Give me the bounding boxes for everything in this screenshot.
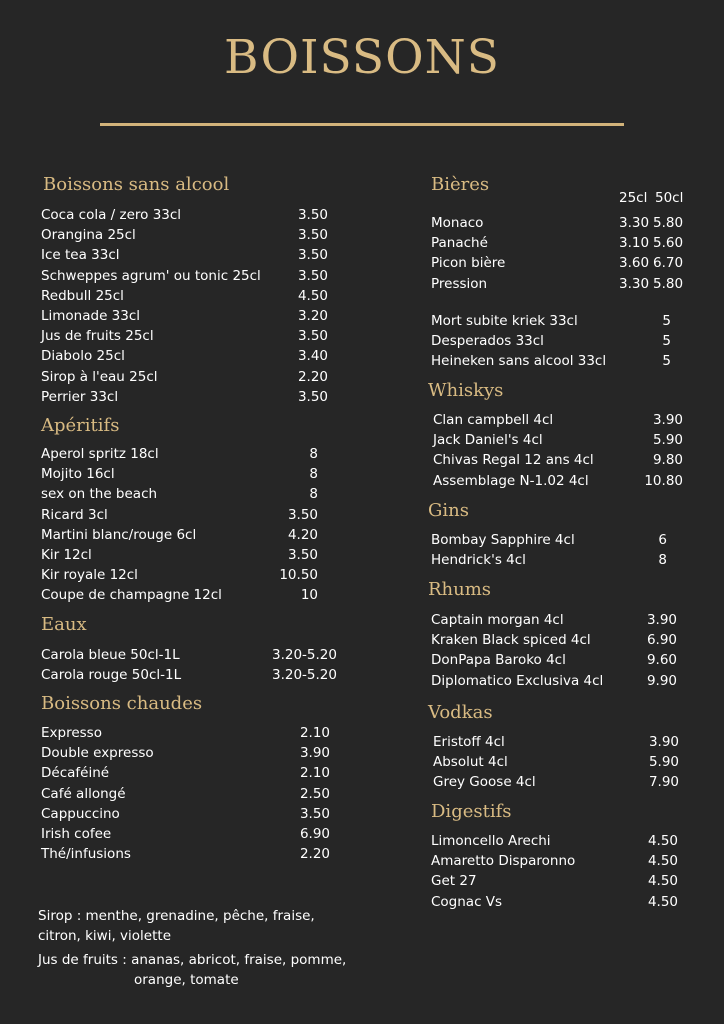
- item-price-50cl: 6.70: [653, 255, 684, 272]
- item-price: 9.90: [646, 672, 677, 689]
- sirop-note: Sirop : menthe, grenadine, pêche, fraise, citron, kiwi, violette: [38, 908, 315, 944]
- section-title-vodkas: Vodkas: [428, 702, 493, 723]
- item-name: Coca cola / zero 33cl: [41, 207, 182, 223]
- item-name: Perrier 33cl: [41, 388, 119, 405]
- item-price: 5.90: [652, 432, 683, 449]
- item-name: Heineken sans alcool 33cl: [431, 353, 607, 370]
- menu-item: [41, 763, 341, 783]
- item-price: 3.50: [297, 227, 328, 244]
- menu-item: [41, 645, 341, 665]
- item-name: Martini blanc/rouge 6cl: [41, 526, 197, 543]
- item-name: Expresso: [41, 725, 102, 741]
- item-price: 2.20: [299, 846, 330, 863]
- item-name: Orangina 25cl: [41, 227, 136, 244]
- item-price: 3.50: [299, 805, 330, 822]
- item-name: Picon bière: [431, 255, 506, 272]
- item-name: Kir 12cl: [41, 546, 92, 563]
- menu-item: [433, 732, 693, 752]
- item-price-25cl: 3.10: [619, 235, 650, 252]
- list-bieres-pression: [431, 213, 691, 294]
- menu-item: [431, 331, 691, 351]
- item-name: Diplomatico Exclusiva 4cl: [431, 672, 604, 689]
- menu-item: [431, 530, 691, 550]
- item-price: 3.20-5.20: [272, 667, 337, 684]
- item-name: Schweppes agrum' ou tonic 25cl: [41, 267, 261, 284]
- item-price: 3.20: [297, 307, 328, 324]
- item-price: 6.90: [646, 632, 677, 649]
- menu-item: [431, 610, 691, 630]
- item-name: Mort subite kriek 33cl: [431, 313, 578, 329]
- list-rhums: [431, 610, 691, 691]
- menu-item: [433, 430, 693, 450]
- item-price-50cl: 5.80: [653, 275, 684, 292]
- list-vodkas: [433, 732, 693, 793]
- item-name: Carola bleue 50cl-1L: [41, 647, 180, 663]
- item-name: Double expresso: [41, 745, 154, 762]
- section-title-sans-alcool: Boissons sans alcool: [43, 174, 230, 195]
- item-name: Assemblage N-1.02 4cl: [433, 472, 589, 489]
- bieres-col-25cl: 25cl: [619, 190, 648, 206]
- item-price: 4.20: [287, 526, 318, 543]
- menu-item: [431, 871, 691, 891]
- menu-item: [41, 844, 341, 864]
- list-bieres-bouteilles: [431, 311, 691, 372]
- item-price: 3.90: [652, 412, 683, 428]
- menu-item: [433, 772, 693, 792]
- menu-item: [433, 450, 693, 470]
- menu-item: [41, 266, 341, 286]
- item-price: 8: [309, 486, 318, 503]
- item-price: 3.50: [297, 207, 328, 223]
- section-title-bieres: Bières: [431, 174, 490, 195]
- item-price: 6.90: [299, 825, 330, 842]
- item-price: 2.50: [299, 785, 330, 802]
- menu-item: [41, 306, 341, 326]
- menu-item: [41, 505, 341, 525]
- item-price: 2.10: [299, 765, 330, 782]
- menu-item: [431, 351, 691, 371]
- list-whiskys: [433, 410, 693, 491]
- item-name: Eristoff 4cl: [433, 734, 505, 750]
- list-aperitifs: [41, 444, 341, 606]
- item-name: Cognac Vs: [431, 893, 503, 910]
- jus-note-line2: orange, tomate: [134, 972, 239, 988]
- item-name: Jus de fruits 25cl: [41, 328, 154, 345]
- section-title-chaudes: Boissons chaudes: [41, 693, 203, 714]
- item-price-25cl: 3.30: [619, 215, 650, 231]
- item-price: 6: [658, 532, 667, 548]
- menu-item: [41, 346, 341, 366]
- item-name: Ricard 3cl: [41, 506, 108, 523]
- list-chaudes: [41, 723, 341, 864]
- item-price-50cl: 5.80: [653, 215, 684, 231]
- item-price: 5: [662, 353, 671, 370]
- menu-item: [41, 326, 341, 346]
- item-price: 3.50: [287, 506, 318, 523]
- item-price: 9.60: [646, 652, 677, 669]
- title-divider: [100, 123, 624, 126]
- item-price: 8: [309, 466, 318, 483]
- item-name: Irish cofee: [41, 825, 112, 842]
- item-name: Redbull 25cl: [41, 287, 124, 304]
- menu-item: [431, 630, 691, 650]
- item-price: 4.50: [647, 853, 678, 870]
- page-title: BOISSONS: [224, 30, 500, 85]
- section-title-rhums: Rhums: [428, 579, 492, 600]
- menu-item: [431, 213, 691, 233]
- menu-item: [431, 274, 691, 294]
- item-price: 7.90: [648, 774, 679, 791]
- menu-item: [433, 471, 693, 491]
- menu-item: [41, 484, 341, 504]
- item-price: 2.20: [297, 368, 328, 385]
- list-eaux: [41, 645, 341, 685]
- menu-item: [41, 565, 341, 585]
- item-name: Carola rouge 50cl-1L: [41, 667, 182, 684]
- item-price: 3.50: [287, 546, 318, 563]
- item-name: Get 27: [431, 873, 477, 890]
- item-name: Hendrick's 4cl: [431, 552, 526, 569]
- menu-item: [431, 550, 691, 570]
- menu-item: [41, 367, 341, 387]
- menu-item: [41, 824, 341, 844]
- item-name: Limonade 33cl: [41, 307, 141, 324]
- list-sans-alcool: [41, 205, 341, 407]
- item-name: Absolut 4cl: [433, 754, 508, 771]
- menu-item: [41, 545, 341, 565]
- menu-item: [41, 585, 341, 605]
- menu-item: [41, 804, 341, 824]
- menu-item: [431, 831, 691, 851]
- item-price: 3.20-5.20: [272, 647, 337, 663]
- item-name: Jack Daniel's 4cl: [433, 432, 543, 449]
- item-name: Panaché: [431, 235, 488, 252]
- item-price: 3.90: [648, 734, 679, 750]
- item-price: 4.50: [647, 893, 678, 910]
- item-price-25cl: 3.30: [619, 275, 650, 292]
- menu-item: [433, 410, 693, 430]
- item-price: 10: [300, 587, 318, 604]
- item-name: Kraken Black spiced 4cl: [431, 632, 591, 649]
- menu-item: [41, 245, 341, 265]
- item-price: 3.50: [297, 267, 328, 284]
- menu-item: [41, 743, 341, 763]
- item-name: Ice tea 33cl: [41, 247, 120, 264]
- item-name: Aperol spritz 18cl: [41, 446, 159, 462]
- item-price: 10.50: [279, 567, 318, 584]
- item-price: 4.50: [647, 833, 678, 849]
- item-name: Captain morgan 4cl: [431, 612, 564, 628]
- item-name: Décaféiné: [41, 765, 110, 782]
- item-name: Sirop à l'eau 25cl: [41, 368, 158, 385]
- item-name: Grey Goose 4cl: [433, 774, 536, 791]
- item-price: 3.50: [297, 388, 328, 405]
- menu-item: [41, 784, 341, 804]
- item-price: 5.90: [648, 754, 679, 771]
- menu-item: [41, 464, 341, 484]
- item-price: 4.50: [647, 873, 678, 890]
- menu-item: [431, 671, 691, 691]
- item-price: 3.90: [299, 745, 330, 762]
- item-name: Thé/infusions: [41, 846, 131, 863]
- item-name: Kir royale 12cl: [41, 567, 138, 584]
- item-name: Amaretto Disparonno: [431, 853, 576, 870]
- section-title-digestifs: Digestifs: [431, 801, 512, 822]
- item-name: Clan campbell 4cl: [433, 412, 554, 428]
- item-price: 9.80: [652, 452, 683, 469]
- item-name: Mojito 16cl: [41, 466, 115, 483]
- item-price: 10.80: [644, 472, 683, 489]
- menu-item: [431, 233, 691, 253]
- item-name: Monaco: [431, 215, 484, 231]
- section-title-whiskys: Whiskys: [428, 380, 504, 401]
- item-name: Bombay Sapphire 4cl: [431, 532, 575, 548]
- item-price-25cl: 3.60: [619, 255, 650, 272]
- item-price: 8: [658, 552, 667, 569]
- menu-item: [431, 892, 691, 912]
- item-price: 4.50: [297, 287, 328, 304]
- item-price: 8: [309, 446, 318, 462]
- menu-item: [41, 444, 341, 464]
- item-price: 3.90: [646, 612, 677, 628]
- menu-item: [41, 286, 341, 306]
- list-gins: [431, 530, 691, 570]
- item-price: 3.50: [297, 328, 328, 345]
- item-name: sex on the beach: [41, 486, 158, 503]
- item-name: Coupe de champagne 12cl: [41, 587, 222, 604]
- item-name: DonPapa Baroko 4cl: [431, 652, 566, 669]
- item-price: 5: [662, 313, 671, 329]
- item-price: 2.10: [299, 725, 330, 741]
- item-price: 5: [662, 333, 671, 350]
- item-name: Café allongé: [41, 785, 126, 802]
- menu-item: [41, 525, 341, 545]
- menu-item: [41, 665, 341, 685]
- list-digestifs: [431, 831, 691, 912]
- item-name: Diabolo 25cl: [41, 348, 125, 365]
- bieres-col-50cl: 50cl: [655, 190, 684, 206]
- menu-item: [431, 650, 691, 670]
- menu-item: [41, 723, 341, 743]
- menu-item: [41, 205, 341, 225]
- item-name: Cappuccino: [41, 805, 120, 822]
- item-name: Limoncello Arechi: [431, 833, 551, 849]
- section-title-gins: Gins: [428, 500, 469, 521]
- item-name: Pression: [431, 275, 488, 292]
- item-name: Desperados 33cl: [431, 333, 544, 350]
- item-price: 3.50: [297, 247, 328, 264]
- item-price: 3.40: [297, 348, 328, 365]
- menu-item: [41, 225, 341, 245]
- menu-item: [431, 851, 691, 871]
- menu-item: [431, 253, 691, 273]
- jus-note-line1: Jus de fruits : ananas, abricot, fraise, pomme,: [38, 952, 347, 968]
- menu-item: [41, 387, 341, 407]
- menu-item: [433, 752, 693, 772]
- item-name: Chivas Regal 12 ans 4cl: [433, 452, 594, 469]
- item-price-50cl: 5.60: [653, 235, 684, 252]
- section-title-eaux: Eaux: [41, 614, 87, 635]
- section-title-aperitifs: Apéritifs: [41, 415, 120, 436]
- menu-item: [431, 311, 691, 331]
